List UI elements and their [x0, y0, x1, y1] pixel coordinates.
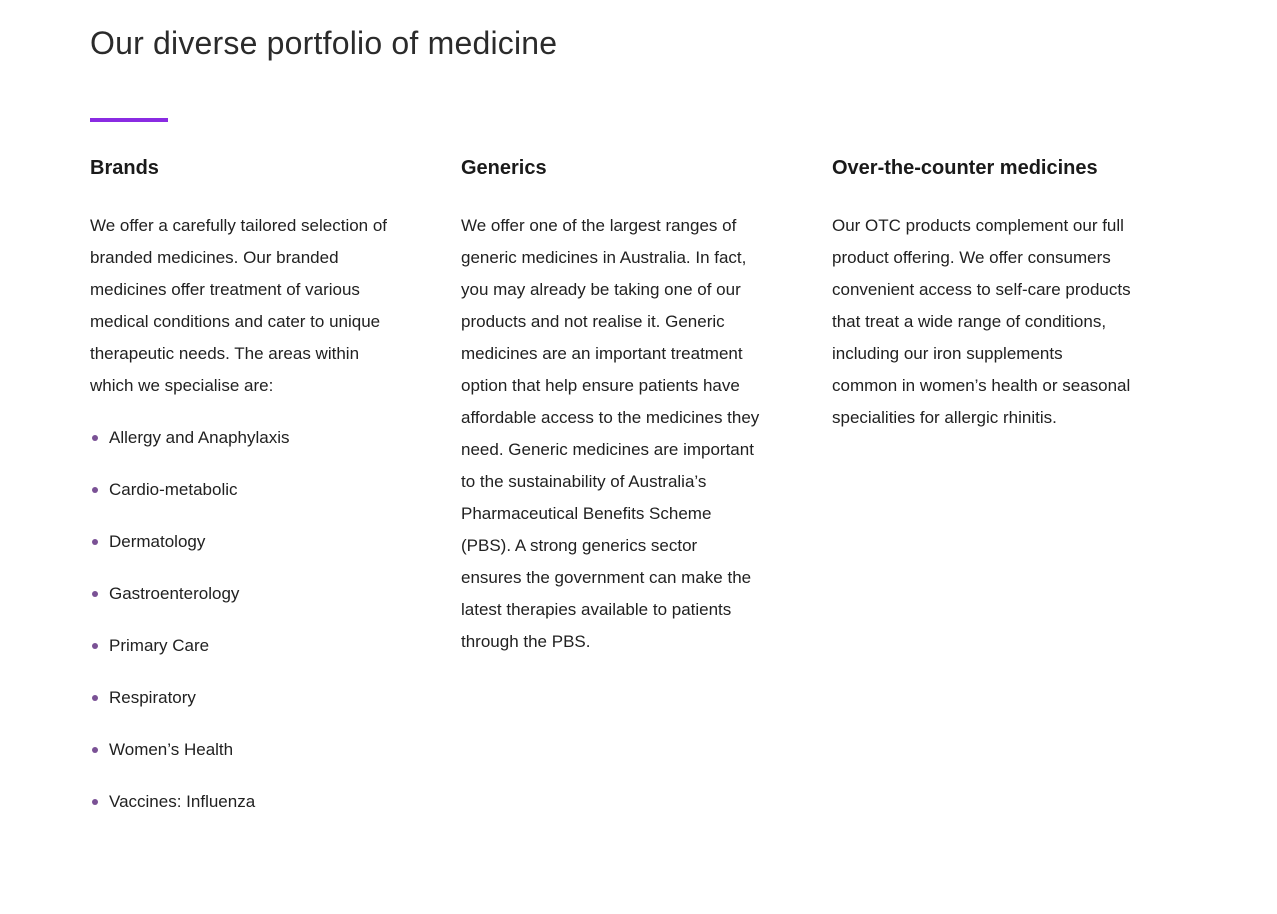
brands-heading: Brands: [90, 157, 159, 179]
otc-body-text: Our OTC products complement our full product offering. We offer consumers convenient access to self-care products that treat a wide range of conditions, including our iron supplements common in women’s health or seasonal specialities for allergic rhinitis.: [832, 216, 1131, 427]
column-brands: [90, 152, 390, 838]
list-item: Cardio-metabolic: [90, 474, 390, 506]
accent-divider: [90, 118, 168, 122]
otc-heading: Over-the-counter medicines: [832, 157, 1098, 179]
list-item: Women’s Health: [90, 734, 390, 766]
list-item: Gastroenterology: [90, 578, 390, 610]
list-item: Vaccines: Influenza: [90, 786, 390, 818]
page-title: Our diverse portfolio of medicine: [90, 25, 558, 61]
column-otc-medicines: [832, 152, 1132, 838]
generics-heading: Generics: [461, 157, 547, 179]
portfolio-columns: [90, 152, 1277, 838]
list-item: Dermatology: [90, 526, 390, 558]
column-generics: [461, 152, 761, 838]
list-item: Allergy and Anaphylaxis: [90, 422, 390, 454]
generics-body-text: We offer one of the largest ranges of generic medicines in Australia. In fact, you may already be taking one of our products and not realise it. Generic medicines are an important treatment option that help ensure patients have affordable access to the medicines they need. Generic medicines are important to the sustainability of Australia’s Pharmaceutical Benefits Scheme (PBS). A strong generics sector ensures the government can make the latest therapies available to patients through the PBS.: [461, 216, 760, 651]
list-item: Respiratory: [90, 682, 390, 714]
brands-body-text: We offer a carefully tailored selection of branded medicines. Our branded medicines offer treatment of various medical conditions and cater to unique therapeutic needs. The areas within which we specialise are:: [90, 216, 388, 395]
specialty-areas-list: [90, 422, 390, 818]
list-item: Primary Care: [90, 630, 390, 662]
